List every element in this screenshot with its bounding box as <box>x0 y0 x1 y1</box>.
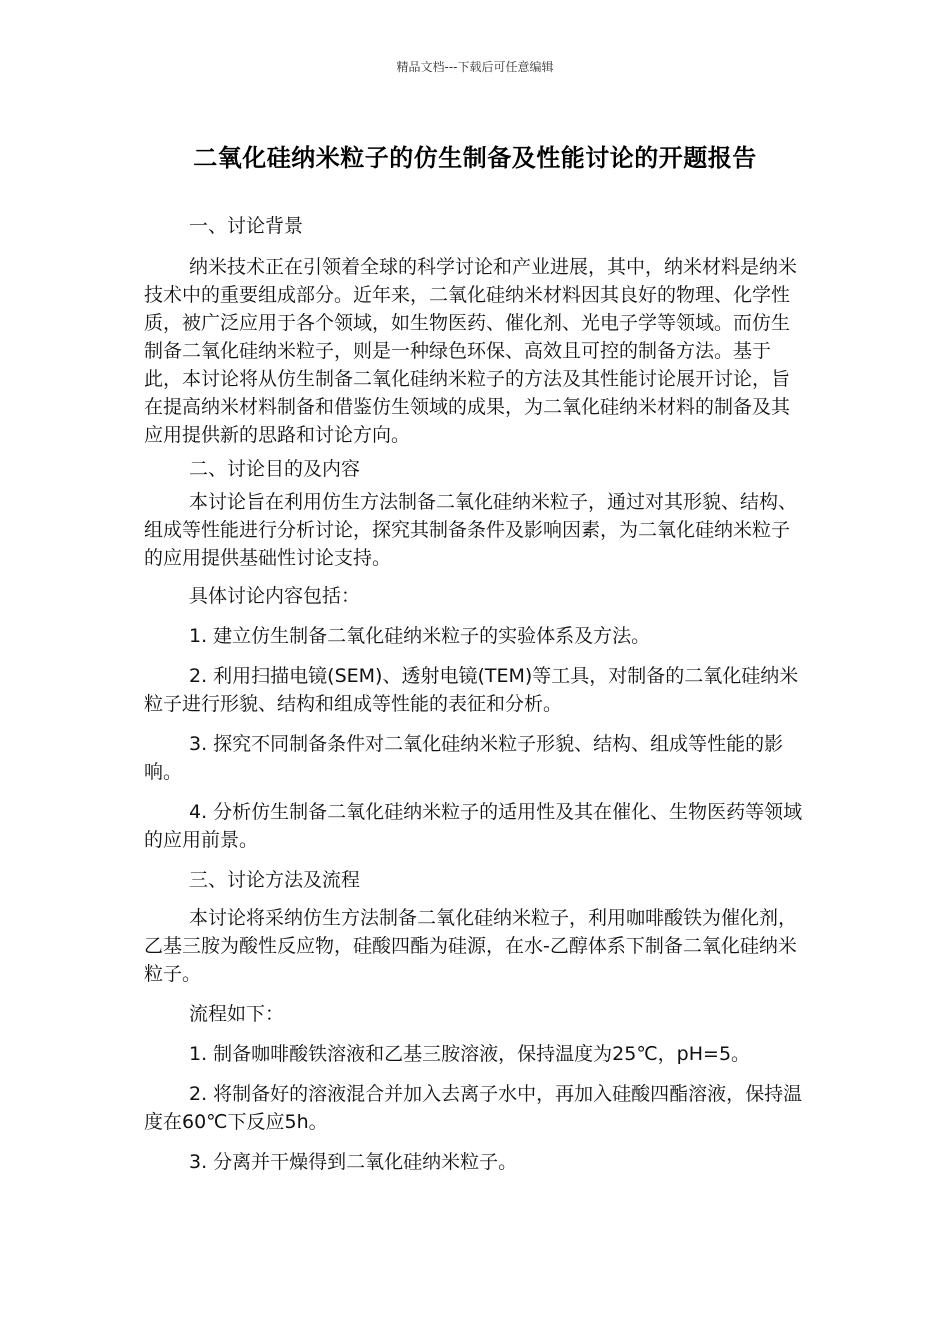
document-title: 二氧化硅纳米粒子的仿生制备及性能讨论的开题报告 <box>193 144 757 172</box>
paragraph-background: 纳米技术正在引领着全球的科学讨论和产业进展，其中，纳米材料是纳米技术中的重要组成部分。近年来，二氧化硅纳米材料因其良好的物理、化学性质，被广泛应用于各个领域，如生物医药、催化剂、光电子学等领域。而仿生制备二氧化硅纳米粒子，则是一种绿色环保、高效且可控的制备方法。基于此，本讨论将从仿生制备二氧化硅纳米粒子的方法及其性能讨论展开讨论，旨在提高纳米材料制备和借鉴仿生领域的成果，为二氧化硅纳米材料的制备及其应用提供新的思路和讨论方向。 <box>144 256 798 446</box>
list-item-content-2: 2. 利用扫描电镜(SEM)、透射电镜(TEM)等工具，对制备的二氧化硅纳米粒子进行形貌、结构和组成等性能的表征和分析。 <box>144 665 799 715</box>
paragraph-methods: 本讨论将采纳仿生方法制备二氧化硅纳米粒子，利用咖啡酸铁为催化剂，乙基三胺为酸性反应物，硅酸四酯为硅源，在水-乙醇体系下制备二氧化硅纳米粒子。 <box>144 907 798 985</box>
list-item-content-4: 4. 分析仿生制备二氧化硅纳米粒子的适用性及其在催化、生物医药等领域的应用前景。 <box>144 801 803 851</box>
list-item-content-3: 3. 探究不同制备条件对二氧化硅纳米粒子形貌、结构、组成等性能的影响。 <box>144 733 784 783</box>
document-body <box>144 212 804 1176</box>
section-heading-background: 一、讨论背景 <box>189 215 304 237</box>
paragraph-process-intro: 流程如下： <box>189 1003 285 1025</box>
list-item-process-3: 3. 分离并干燥得到二氧化硅纳米粒子。 <box>189 1151 518 1173</box>
section-heading-objectives: 二、讨论目的及内容 <box>189 458 361 480</box>
section-heading-methods: 三、讨论方法及流程 <box>189 869 361 891</box>
list-item-process-1: 1. 制备咖啡酸铁溶液和乙基三胺溶液，保持温度为25℃，pH=5。 <box>189 1043 751 1065</box>
paragraph-content-intro: 具体讨论内容包括： <box>189 585 361 607</box>
list-item-process-2: 2. 将制备好的溶液混合并加入去离子水中，再加入硅酸四酯溶液，保持温度在60℃下反应5h。 <box>144 1083 803 1133</box>
list-item-content-1: 1. 建立仿生制备二氧化硅纳米粒子的实验体系及方法。 <box>189 625 651 647</box>
paragraph-objectives: 本讨论旨在利用仿生方法制备二氧化硅纳米粒子，通过对其形貌、结构、组成等性能进行分析讨论，探究其制备条件及影响因素，为二氧化硅纳米粒子的应用提供基础性讨论支持。 <box>144 491 798 569</box>
header-watermark: 精品文档---下载后可任意编辑 <box>396 60 554 74</box>
